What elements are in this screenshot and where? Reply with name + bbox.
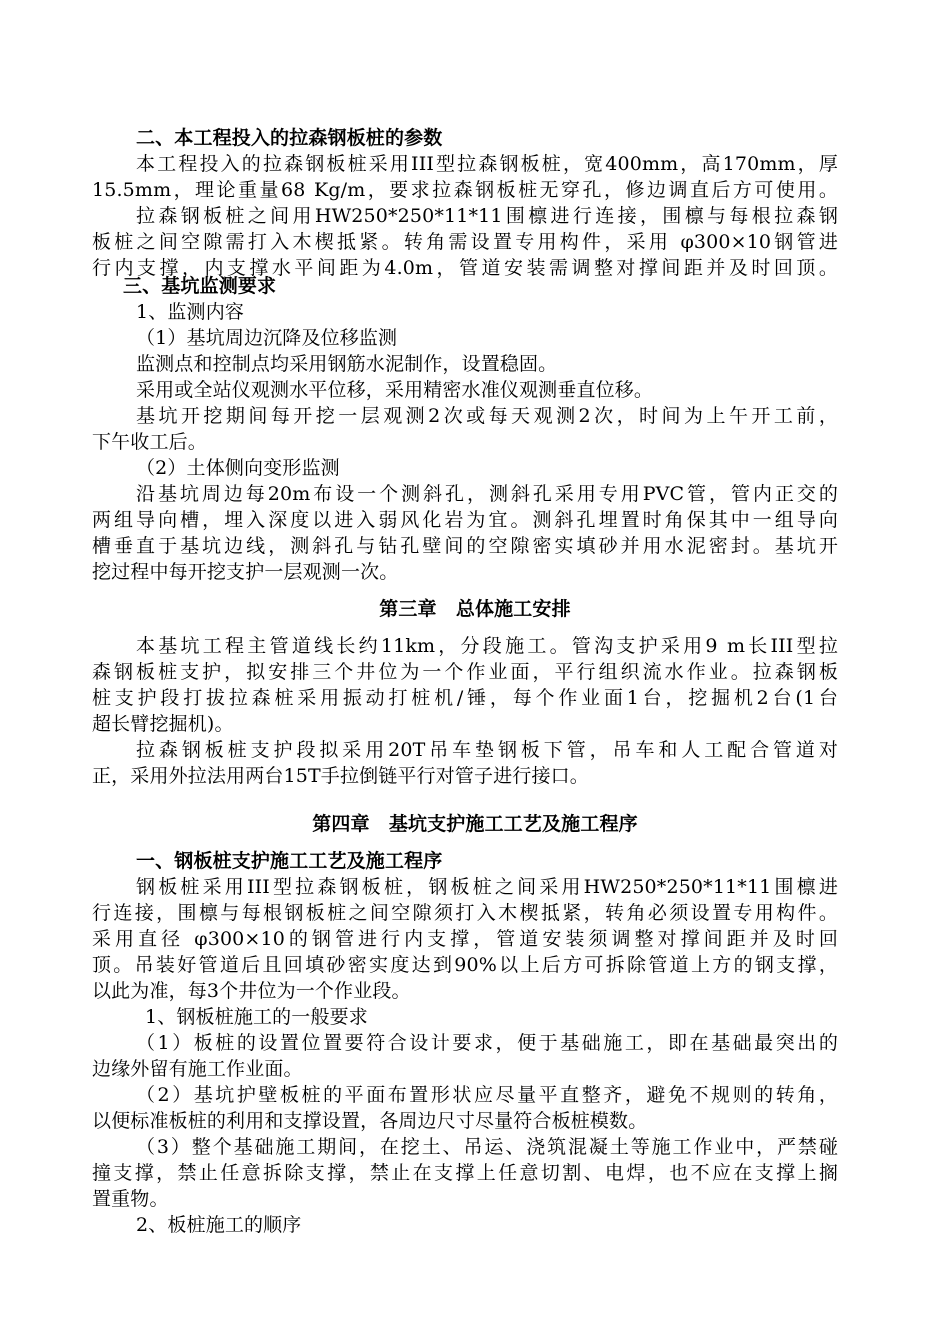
paragraph-line: 以此为准，每3个井位为一个作业段。 <box>92 980 411 1002</box>
paragraph-line: 森钢板桩支护，拟安排三个井位为一个作业面，平行组织流水作业。拉森钢板 <box>92 661 838 683</box>
paragraph-line: 采用或全站仪观测水平位移，采用精密水准仪观测垂直位移。 <box>136 379 654 401</box>
paragraph-line: 边缘外留有施工作业面。 <box>92 1058 303 1080</box>
paragraph-line: （3）整个基础施工期间，在挖土、吊运、浇筑混凝土等施工作业中，严禁碰 <box>136 1136 838 1158</box>
paragraph-line: 基坑开挖期间每开挖一层观测2次或每天观测2次，时间为上午开工前， <box>136 405 838 427</box>
paragraph-line: 顶。吊装好管道后且回填砂密实度达到90%以上后方可拆除管道上方的钢支撑， <box>92 954 838 976</box>
chapter-title: 第四章 基坑支护施工工艺及施工程序 <box>312 813 638 835</box>
section-heading: 一、钢板桩支护施工工艺及施工程序 <box>136 850 443 872</box>
section-heading: 二、本工程投入的拉森钢板桩的参数 <box>136 127 443 149</box>
paragraph-line: 沿基坑周边每20m布设一个测斜孔，测斜孔采用专用PVC管，管内正交的 <box>136 483 838 505</box>
paragraph-line: （2）基坑护壁板桩的平面布置形状应尽量平直整齐，避免不规则的转角， <box>136 1084 838 1106</box>
paragraph-line: 监测点和控制点均采用钢筋水泥制作，设置稳固。 <box>136 353 558 375</box>
paragraph-line: 桩支护段打拔拉森桩采用振动打桩机/锤，每个作业面1台，挖掘机2台(1台 <box>92 687 838 709</box>
paragraph-line: 板桩之间空隙需打入木楔抵紧。转角需设置专用构件，采用 φ300×10钢管进 <box>92 231 838 253</box>
paragraph-line: 行内支撑，内支撑水平间距为4.0m，管道安装需调整对撑间距并及时回顶。 <box>92 257 838 279</box>
paragraph-line: 槽垂直于基坑边线，测斜孔与钻孔壁间的空隙密实填砂并用水泥密封。基坑开 <box>92 535 838 557</box>
paragraph-line: 置重物。 <box>92 1188 169 1210</box>
paragraph-line: 拉森钢板桩之间用HW250*250*11*11围檩进行连接，围檩与每根拉森钢 <box>136 205 838 227</box>
paragraph-line: 正，采用外拉法用两台15T手拉倒链平行对管子进行接口。 <box>92 765 589 787</box>
item-heading: （2）土体侧向变形监测 <box>136 457 340 479</box>
paragraph-line: 撞支撑，禁止任意拆除支撑，禁止在支撑上任意切割、电焊，也不应在支撑上搁 <box>92 1162 838 1184</box>
paragraph-line: 挖过程中每开挖支护一层观测一次。 <box>92 561 399 583</box>
item-heading: （1）基坑周边沉降及位移监测 <box>136 327 398 349</box>
paragraph-line: 行连接，围檩与每根钢板桩之间空隙须打入木楔抵紧，转角必须设置专用构件。 <box>92 902 838 924</box>
paragraph-line: 两组导向槽，埋入深度以进入弱风化岩为宜。测斜孔埋置时角保其中一组导向 <box>92 509 838 531</box>
section-heading: 三、基坑监测要求 <box>123 275 277 297</box>
paragraph-line: 超长臂挖掘机)。 <box>92 713 234 735</box>
subsection-heading: 2、板桩施工的顺序 <box>136 1214 302 1236</box>
paragraph-line: 拉森钢板桩支护段拟采用20T吊车垫钢板下管，吊车和人工配合管道对 <box>136 739 838 761</box>
paragraph-line: （1）板桩的设置位置要符合设计要求，便于基础施工，即在基础最突出的 <box>136 1032 838 1054</box>
paragraph-line: 采用直径 φ300×10的钢管进行内支撑，管道安装须调整对撑间距并及时回 <box>92 928 838 950</box>
subsection-heading: 1、监测内容 <box>136 301 244 323</box>
paragraph-line: 以便标准板桩的利用和支撑设置，各周边尺寸尽量符合板桩模数。 <box>92 1110 648 1132</box>
paragraph-line: 钢板桩采用III型拉森钢板桩，钢板桩之间采用HW250*250*11*11围檩进 <box>136 876 838 898</box>
paragraph-line: 本基坑工程主管道线长约11km，分段施工。管沟支护采用9 m长III型拉 <box>136 635 838 657</box>
chapter-title: 第三章 总体施工安排 <box>379 598 571 620</box>
paragraph-line: 下午收工后。 <box>92 431 207 453</box>
paragraph-line: 15.5mm，理论重量68 Kg/m，要求拉森钢板桩无穿孔，修边调直后方可使用。 <box>92 179 838 201</box>
paragraph-line: 本工程投入的拉森钢板桩采用III型拉森钢板桩，宽400mm，高170mm，厚 <box>136 153 838 175</box>
subsection-heading: 1、钢板桩施工的一般要求 <box>145 1006 368 1028</box>
